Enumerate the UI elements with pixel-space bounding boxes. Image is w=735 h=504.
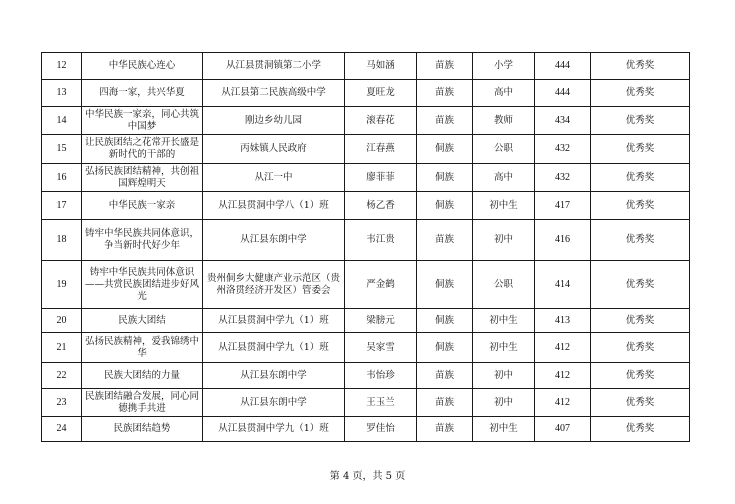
cell-unit: 贵州侗乡大健康产业示范区（贵州洛贯经济开发区）管委会: [203, 261, 345, 309]
cell-unit: 丙妹镇人民政府: [203, 135, 345, 164]
cell-award: 优秀奖: [591, 192, 690, 220]
cell-name: 韦怡珍: [345, 363, 417, 389]
table-row: [42, 261, 690, 309]
cell-score: 407: [535, 417, 591, 442]
cell-no: 15: [42, 135, 82, 164]
cell-award: 优秀奖: [591, 53, 690, 80]
cell-no: 13: [42, 80, 82, 107]
cell-title: 中华民族一家亲: [82, 192, 203, 220]
cell-name: 夏旺龙: [345, 80, 417, 107]
cell-title: 弘扬民族精神，爱我锦绣中华: [82, 333, 203, 363]
cell-ethnicity: 侗族: [417, 261, 473, 309]
cell-award: 优秀奖: [591, 309, 690, 333]
cell-ethnicity: 侗族: [417, 192, 473, 220]
cell-no: 22: [42, 363, 82, 389]
table-row: [42, 192, 690, 220]
table-row: [42, 107, 690, 135]
cell-no: 14: [42, 107, 82, 135]
cell-title: 民族团结趋势: [82, 417, 203, 442]
cell-ethnicity: 苗族: [417, 220, 473, 261]
table-row: [42, 333, 690, 363]
cell-title: 中华民族心连心: [82, 53, 203, 80]
table-row: [42, 80, 690, 107]
cell-name: 吴家雪: [345, 333, 417, 363]
cell-no: 23: [42, 389, 82, 417]
cell-title: 铸牢中华民族共同体意识——共赏民族团结进步好风光: [82, 261, 203, 309]
cell-score: 414: [535, 261, 591, 309]
cell-category: 初中: [473, 220, 535, 261]
cell-no: 12: [42, 53, 82, 80]
cell-no: 20: [42, 309, 82, 333]
cell-no: 17: [42, 192, 82, 220]
cell-unit: 刚边乡幼儿园: [203, 107, 345, 135]
cell-category: 公职: [473, 135, 535, 164]
cell-ethnicity: 侗族: [417, 135, 473, 164]
cell-ethnicity: 苗族: [417, 417, 473, 442]
cell-unit: 从江县贯洞中学八（1）班: [203, 192, 345, 220]
cell-ethnicity: 侗族: [417, 309, 473, 333]
cell-category: 初中生: [473, 417, 535, 442]
cell-score: 444: [535, 80, 591, 107]
cell-score: 413: [535, 309, 591, 333]
cell-name: 韦江贵: [345, 220, 417, 261]
cell-unit: 从江县东朗中学: [203, 389, 345, 417]
cell-score: 417: [535, 192, 591, 220]
cell-score: 412: [535, 389, 591, 417]
cell-ethnicity: 苗族: [417, 80, 473, 107]
cell-title: 四海一家，共兴华夏: [82, 80, 203, 107]
cell-award: 优秀奖: [591, 417, 690, 442]
cell-unit: 从江县贯洞镇第二小学: [203, 53, 345, 80]
cell-unit: 从江县东朗中学: [203, 220, 345, 261]
cell-no: 19: [42, 261, 82, 309]
cell-score: 412: [535, 333, 591, 363]
cell-name: 杨乙香: [345, 192, 417, 220]
cell-award: 优秀奖: [591, 363, 690, 389]
cell-award: 优秀奖: [591, 80, 690, 107]
cell-ethnicity: 侗族: [417, 333, 473, 363]
cell-award: 优秀奖: [591, 164, 690, 192]
cell-unit: 从江县贯洞中学九（1）班: [203, 417, 345, 442]
cell-name: 严金鹤: [345, 261, 417, 309]
cell-title: 中华民族一家亲，同心共筑中国梦: [82, 107, 203, 135]
cell-score: 434: [535, 107, 591, 135]
cell-no: 24: [42, 417, 82, 442]
cell-award: 优秀奖: [591, 220, 690, 261]
cell-name: 马如涵: [345, 53, 417, 80]
cell-unit: 从江县贯洞中学九（1）班: [203, 309, 345, 333]
cell-title: 弘扬民族团结精神，共创祖国辉煌明天: [82, 164, 203, 192]
table-row: [42, 417, 690, 442]
cell-award: 优秀奖: [591, 107, 690, 135]
table-body: [42, 53, 690, 442]
awards-table: [41, 52, 690, 442]
cell-category: 初中: [473, 363, 535, 389]
cell-score: 416: [535, 220, 591, 261]
cell-title: 民族大团结的力量: [82, 363, 203, 389]
table-row: [42, 53, 690, 80]
table-row: [42, 135, 690, 164]
cell-award: 优秀奖: [591, 135, 690, 164]
cell-award: 优秀奖: [591, 333, 690, 363]
table-row: [42, 389, 690, 417]
table-row: [42, 309, 690, 333]
table-row: [42, 363, 690, 389]
cell-name: 梁膀元: [345, 309, 417, 333]
cell-category: 初中: [473, 389, 535, 417]
cell-ethnicity: 苗族: [417, 363, 473, 389]
cell-category: 初中生: [473, 309, 535, 333]
cell-name: 罗佳怡: [345, 417, 417, 442]
cell-category: 高中: [473, 164, 535, 192]
cell-title: 让民族团结之花常开长盛是新时代的干部的: [82, 135, 203, 164]
table-row: [42, 220, 690, 261]
cell-no: 18: [42, 220, 82, 261]
cell-category: 小学: [473, 53, 535, 80]
cell-score: 432: [535, 135, 591, 164]
cell-category: 初中生: [473, 333, 535, 363]
cell-name: 廖菲菲: [345, 164, 417, 192]
cell-award: 优秀奖: [591, 261, 690, 309]
cell-unit: 从江一中: [203, 164, 345, 192]
cell-ethnicity: 苗族: [417, 53, 473, 80]
cell-category: 初中生: [473, 192, 535, 220]
table-row: [42, 164, 690, 192]
cell-unit: 从江县贯洞中学九（1）班: [203, 333, 345, 363]
cell-unit: 从江县第二民族高级中学: [203, 80, 345, 107]
cell-ethnicity: 苗族: [417, 107, 473, 135]
cell-score: 444: [535, 53, 591, 80]
cell-score: 412: [535, 363, 591, 389]
cell-category: 高中: [473, 80, 535, 107]
cell-ethnicity: 侗族: [417, 164, 473, 192]
cell-name: 王玉兰: [345, 389, 417, 417]
cell-no: 16: [42, 164, 82, 192]
cell-ethnicity: 苗族: [417, 389, 473, 417]
cell-name: 江春燕: [345, 135, 417, 164]
cell-score: 432: [535, 164, 591, 192]
cell-title: 民族团结融合发展，同心同德携手共进: [82, 389, 203, 417]
cell-no: 21: [42, 333, 82, 363]
cell-unit: 从江县东朗中学: [203, 363, 345, 389]
cell-title: 铸牢中华民族共同体意识，争当新时代好少年: [82, 220, 203, 261]
cell-category: 公职: [473, 261, 535, 309]
cell-name: 滚春花: [345, 107, 417, 135]
page-number-footer: 第 4 页，共 5 页: [329, 471, 406, 482]
cell-title: 民族大团结: [82, 309, 203, 333]
cell-award: 优秀奖: [591, 389, 690, 417]
cell-category: 教师: [473, 107, 535, 135]
